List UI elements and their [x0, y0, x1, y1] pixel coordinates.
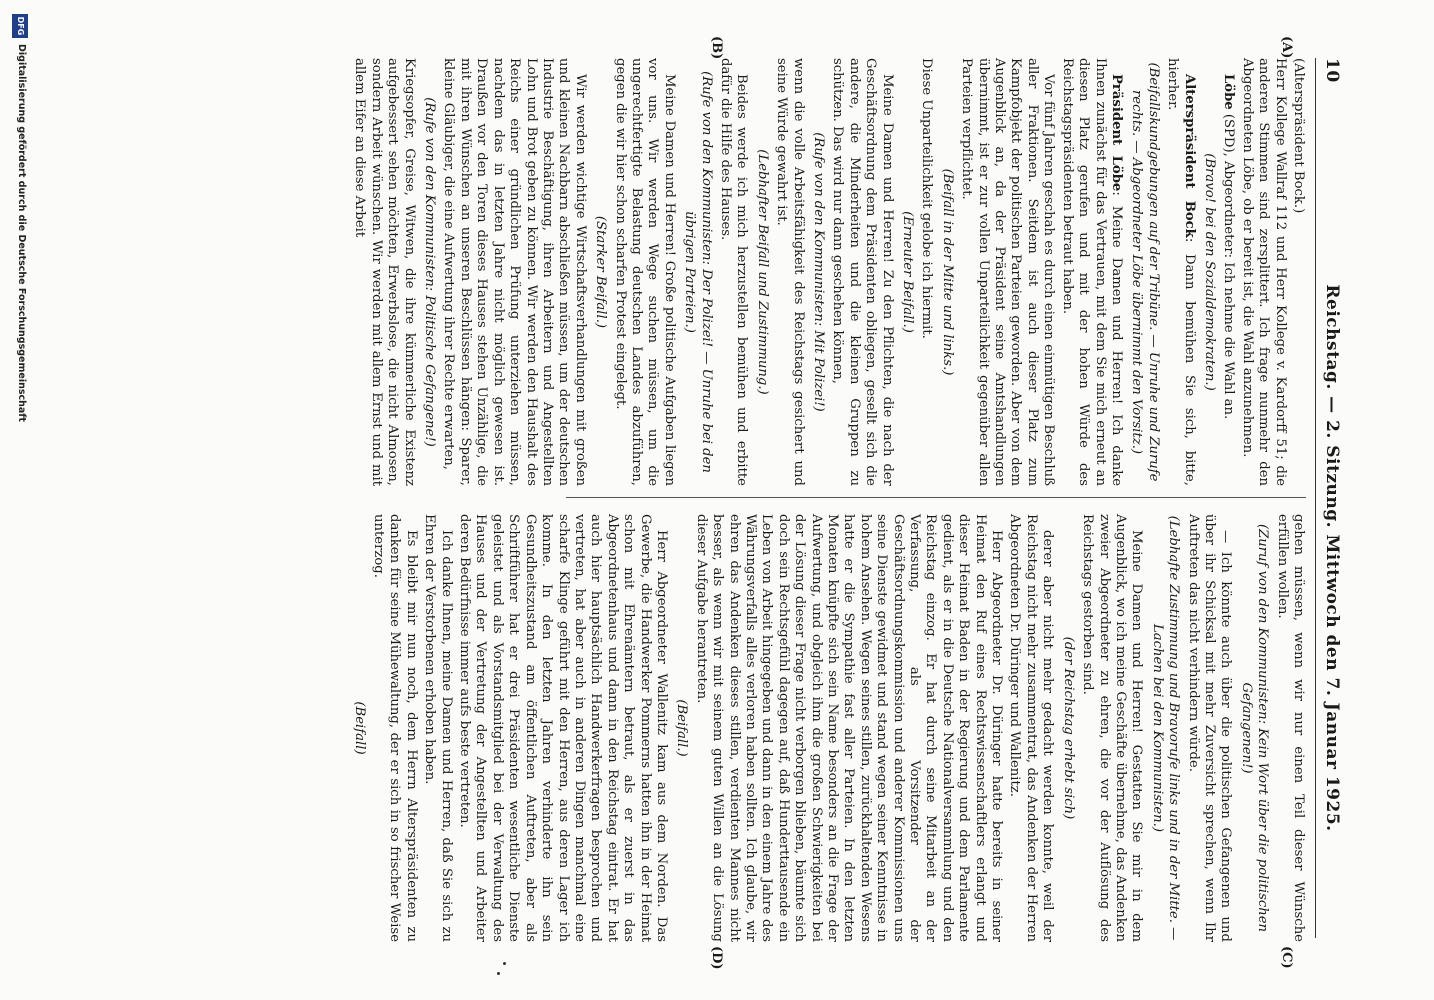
- paragraph: [692, 514, 1004, 942]
- paragraph-text: : Meine Damen und Herren! Ich danke Ihnen zunächst für das Vertrauen, mit dem Sie mich erneut an diesen Platz gerufen und mit der hohen Würde des Reichstagspräsidenten betraut haben.: [1059, 58, 1124, 486]
- column-divider: [566, 497, 1306, 498]
- margin-mark-a: (A): [1279, 36, 1294, 59]
- paragraph: [1058, 58, 1124, 486]
- speaker-name: Alterspräsident Bock: [1181, 74, 1197, 238]
- stage-direction: [1059, 514, 1075, 942]
- page-footer: [4, 10, 30, 990]
- paragraph: [611, 58, 677, 486]
- stage-direction: [592, 58, 608, 486]
- paragraph-text: (Rufe von den Kommunisten: Der Polizei! — Unruhe bei den übrigen Parteien.): [682, 71, 714, 473]
- paragraph-text: (Bravo! bei den Sozialdemokraten.): [1201, 153, 1217, 391]
- paragraph-text: Es bleibt mir nun noch, dem Herrn Alterspräsidenten zu danken für seine Mühewaltung, der er sich in so frischer Weise unterzog.: [371, 514, 419, 942]
- paragraph: [456, 514, 669, 942]
- stage-direction: [1201, 58, 1217, 486]
- paragraph-text: (der Reichstag erhebt sich): [1060, 636, 1076, 820]
- right-column: [346, 514, 1306, 942]
- margin-mark-d: (D): [709, 946, 724, 970]
- stage-direction: [938, 58, 954, 486]
- stage-direction: [421, 58, 437, 486]
- paragraph-text: Herr Kollege Wallraf 112 und Herr Kollege v. Kardorff 51; die anderen Stimmen sind zersplittert. Ich frage nunmehr den Abgeordneten Löbe, ob er bereit ist, die Wahl anzunehmen.: [1239, 58, 1288, 486]
- paragraph-text: Meine Damen und Herren! Zu den Pflichten, die nach der Geschäftsordnung dem Präsidenten obliegen, gesellt sich die andere, die Minderheiten und die kleinen Gruppen zu schützen. Das wird nur dann geschehen können,: [830, 58, 895, 486]
- paragraph: [370, 514, 419, 942]
- paragraph-text: (Alterspräsident Bock.): [1291, 58, 1306, 214]
- paragraph-text: Diese Unparteilichkeit gelobe ich hiermit.: [919, 58, 935, 339]
- paragraph-text: wenn die volle Arbeitsfähigkeit des Reichstags gesichert und seine Würde gewahrt ist.: [774, 58, 806, 486]
- paragraph: [717, 58, 750, 486]
- paragraph: [351, 58, 417, 486]
- digitization-credit: Digitalisierung gefördert durch die Deutsche Forschungsgemeinschaft: [16, 44, 27, 422]
- page-number: 10: [1322, 58, 1342, 83]
- paragraph-text: (Erneuter Beifall.): [900, 211, 916, 333]
- paragraph: [1220, 58, 1236, 486]
- paragraph: [1184, 514, 1233, 942]
- paragraph-text: (Beifall): [351, 701, 367, 755]
- paragraph-text: (Rufe von den Kommunisten: Politische Gefangene!): [422, 97, 438, 447]
- paragraph-text: (Beifall.): [674, 699, 690, 757]
- paragraph-text: Kriegsopfer, Greise, Witwen, die ihre kümmerliche Existenz aufgebessert sehen möchten, Erwerbslose, die nicht Almosen, sondern Arbeit wünschen. Wir werden mit allem Ernst und mit allem Eifer an diese Arbeit: [352, 58, 417, 486]
- paragraph: [829, 58, 895, 486]
- paragraph-text: (Zuruf von den Kommunisten: Kein Wort über die politischen Gefangenen!): [1238, 523, 1271, 933]
- paragraph: [1079, 514, 1145, 942]
- stage-direction: [899, 58, 915, 486]
- paragraph-text: gehen müssen, wenn wir nur einen Teil dieser Wünsche erfüllen wollen.: [1274, 514, 1306, 942]
- paragraph-text: Wir werden wichtige Wirtschaftsverhandlungen mit großen und kleinen Nachbarn abschließen müssen, um der deutschen Industrie Beschäftigung, ihren Arbeitern und Angestellten Lohn und Brot geben zu können. Wir werden den Haushalt des Reichs einer gründlichen Prüfung unterziehen müssen, nachdem das in letzten Jahre nicht möglich gewesen ist. Draußen vor den Toren dieses Hauses stehen Unzählige, die mit ihren Wünschen an unseren Beschlüssen hängen: Sparer, kleine Gläubiger, die eine Aufwertung ihrer Rechte erwarten,: [441, 58, 588, 486]
- paragraph-text: Herr Abgeordneter Dr. Düringer hatte bereits in seiner Heimat den Ruf eines Rechtswissenschaftlers erlangt und dieser Heimat Baden in der Regierung und dem Parlamente gedient, als er in die Deutsche Nationalversammlung und den Reichstag einzog. Er hat durch seine Mitarbeit an der Verfassung, als Vorsitzender der Geschäftsordnungskommission und anderer Kommissionen uns seine Dienste gewidmet und stand wegen seiner Kenntnisse in hohem Ansehen. Wegen seines stillen, zurückhaltenden Wesens hatte er die Sympathie fast aller Parteien. In den letzten Monaten knüpfte sich sein Name besonders an die Frage der Aufwertung, und obgleich ihm die großen Schwierigkeiten bei der Lösung dieser Frage nicht verborgen blieben, bäumte sich doch sein Rechtsgefühl dagegen auf, daß Hunderttausende ein Leben von Arbeit hingegeben und dann in den einem Jahre des Währungsverfalls alles verloren haben sollten. Ich glaube, wir ehren das Andenken dieses stillen, verdienten Mannes nicht besser, als wenn wir mit seinem guten Willen an die Lösung dieser Aufgabe herantreten.: [693, 514, 1005, 942]
- paragraph-text: Meine Damen und Herren! Gestatten Sie mir in dem Augenblick, wo ich meine Geschäfte übernehme, das Andenken zweier Abgeordneter zu ehren, die vor der Auflösung des Reichstags gestorben sind.: [1080, 514, 1145, 942]
- running-head: Reichstag. — 2. Sitzung. Mittwoch den 7. Januar 1925.: [1322, 284, 1342, 832]
- paragraph-text: : Dann bemühen Sie sich, bitte, hierher.: [1165, 58, 1197, 486]
- paragraph-text: Ich danke Ihnen, meine Damen und Herren, daß Sie sich zu Ehren der Verstorbenen erhoben haben.: [422, 514, 454, 942]
- page-header: [1316, 58, 1346, 938]
- stage-direction: [753, 58, 769, 486]
- margin-mark-b: (B): [709, 36, 724, 60]
- paragraph: [1164, 58, 1197, 486]
- paragraph: [440, 58, 588, 486]
- paragraph-text: (Beifall in der Mitte und links.): [939, 168, 955, 376]
- paragraph: [958, 58, 1056, 486]
- paragraph: [773, 58, 806, 486]
- paragraph-text: derer aber nicht mehr gedacht werden konnte, weil der Reichstag nicht mehr zusammentrat, das Andenken der Herren Abgeordneten Dr. Düringer und Wallenitz.: [1007, 514, 1056, 942]
- paragraph-text: (Beifallskundgebungen auf der Tribüne. — Unruhe und Zurufe rechts. — Abgeordneter Löbe übernimmt den Vorsitz.): [1129, 62, 1161, 482]
- stage-direction: [810, 58, 826, 486]
- paragraph-text: Vor fünf Jahren geschah es durch einen einmütigen Beschluß aller Fraktionen. Seitdem ist auch dieser Platz zum Kampfobjekt der politischen Parteien geworden. Aber von dem Augenblick an, da der Präsident seine Amtshandlungen übernimmt, ist er zur vollen Unparteilichkeit gegenüber allen Parteien verpflichtet.: [959, 58, 1057, 486]
- stage-direction: [1148, 514, 1181, 942]
- scan-speck: [503, 962, 506, 965]
- paragraph-text: Meine Damen und Herren! Große politische Aufgaben liegen vor uns. Wir werden Wege suchen müssen, um die ungerechtfertigte Belastung deutschen Landes abzuführen, gegen die wir hier schon scharfen Protest eingelegt.: [612, 58, 677, 486]
- margin-mark-c: (C): [1279, 946, 1294, 969]
- stage-direction: [673, 514, 689, 942]
- dfg-logo: DFG: [12, 14, 28, 38]
- stage-direction: [1128, 58, 1161, 486]
- paragraph: [1273, 514, 1306, 942]
- paragraph-text: — Ich könnte auch über die politischen Gefangenen und über ihr Schicksal mit mehr Zuversicht sprechen, wenn Ihr Auftreten das nicht verhindern würde.: [1185, 514, 1234, 942]
- paragraph-text: (Rufe von den Kommunisten: Mit Polizei!): [811, 132, 827, 412]
- paragraph-text: (SPD), Abgeordneter: Ich nehme die Wahl an.: [1221, 109, 1237, 420]
- stage-direction: [1237, 514, 1270, 942]
- left-column: [349, 58, 1306, 486]
- paragraph: [918, 58, 934, 486]
- paragraph: [1238, 58, 1287, 486]
- paragraph-text: Beides werde ich mich herzustellen bemühen und erbitte dafür die Hilfe des Hauses.: [718, 58, 750, 486]
- speaker-name: Löbe: [1221, 74, 1237, 110]
- paragraph-text: (Starker Beifall.): [593, 215, 609, 329]
- paragraph-text: (Lebhafter Beifall und Zustimmung.): [754, 149, 770, 395]
- stage-direction: [350, 514, 366, 942]
- paragraph: [421, 514, 454, 942]
- paragraph: [1006, 514, 1055, 942]
- paragraph-text: Herr Abgeordneter Wallenitz kam aus dem Norden. Das Gewerbe, die Handwerker Pommerns hatten ihn in der Heimat schon mit Ehrenämtern betraut, als er zuerst in das Abgeordnetenhaus und dann in den Reichstag eintrat. Er hat auch hier hauptsächlich Handwerkerfragen besprochen und vertreten, hat aber auch in anderen Dingen manchmal eine scharfe Klinge geführt mit den Herren, aus deren Lager ich komme. In den letzten Jahren verhinderte ihn sein Gesundheitszustand am öffentlichen Auftreten, aber als Schriftführer hat er drei Präsidenten wesentliche Dienste geleistet und als Vorstandsmitglied bei der Verwaltung des Hauses und der Vertretung der Angestellten und Arbeiter deren Bedürfnisse immer aufs beste vertreten.: [457, 514, 669, 942]
- speaker-name: Präsident Löbe: [1108, 74, 1124, 192]
- scan-speck: [497, 972, 500, 975]
- paragraph: [1290, 58, 1306, 486]
- paragraph-text: (Lebhafte Zustimmung und Bravorufe links und in der Mitte. — Lachen bei den Kommunisten.): [1149, 515, 1182, 941]
- stage-direction: [681, 58, 714, 486]
- header-rule: [1315, 58, 1316, 938]
